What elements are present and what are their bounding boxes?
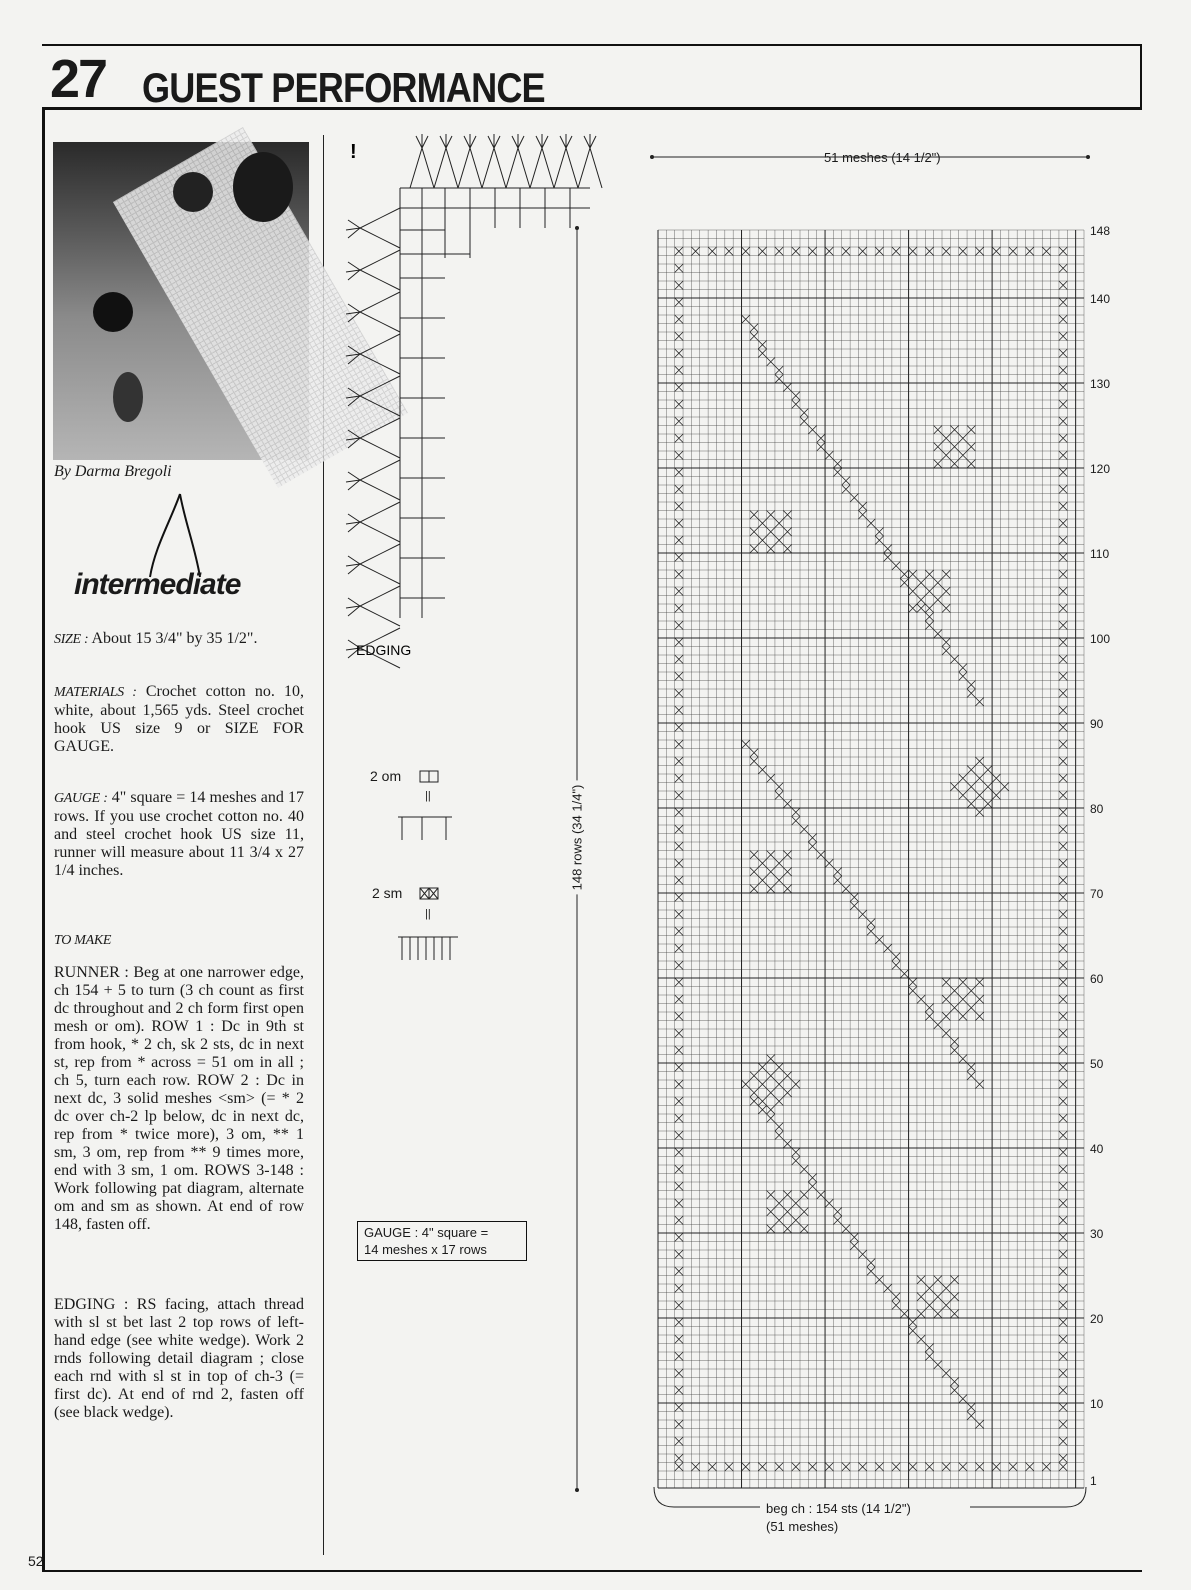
edging-loop: [482, 134, 506, 188]
row-number: 40: [1090, 1142, 1104, 1156]
edging-loop: [346, 208, 400, 248]
row-number: 30: [1090, 1227, 1104, 1241]
pattern-number: 27: [50, 49, 107, 109]
edging-loop: [346, 292, 400, 332]
gauge-section: GAUGE : 4" square = 14 meshes and 17 rows. If you use crochet cotton no. 40 and steel crochet hook US size 11, runner will measure about 11 3/4 x 27 1/4 inches.: [54, 789, 305, 879]
width-dimension-line: [648, 152, 1098, 162]
edging-loop: [346, 334, 400, 374]
row-number: 50: [1090, 1057, 1104, 1071]
page-number: 52: [28, 1553, 44, 1569]
edging-loop: [554, 134, 578, 188]
edging-loop: [346, 460, 400, 500]
row-number: 100: [1090, 632, 1111, 646]
size-section: SIZE : About 15 3/4" by 35 1/2".: [54, 630, 258, 647]
om-stitch-symbol: [398, 812, 458, 842]
sm-stitch-symbol: [398, 932, 462, 962]
width-label: 51 meshes (14 1/2"): [820, 150, 945, 165]
row-number: 148: [1090, 224, 1111, 238]
row-number: 1: [1090, 1473, 1097, 1488]
runner-instructions: RUNNER : Beg at one narrower edge, ch 154 + 5 to turn (3 ch count as first dc throughout and 2 ch form first open mesh or om). ROW 1 : Dc in 9th st from hook, * 2 ch, sk 2 sts, dc in next st, rep from * across = 51 om in all ; ch 5, turn each row. ROW 2 : Dc in next dc, 3 solid meshes <sm> (= * 2 dc over ch-2 lp below, dc in next dc, rep from * twice more), 3 om, ** 1 sm, 3 om, rep from ** 9 times more, end with 3 sm, 1 om. ROWS 3-148 : Work following pat diagram, alternate om and sm as shown. At end of row 148, fasten off.: [54, 964, 304, 1233]
skill-level: intermediate: [74, 568, 241, 601]
decor-object: [113, 372, 143, 422]
materials-section: MATERIALS : Crochet cotton no. 10, white, about 1,565 yds. Steel crochet hook US size 9 or SIZE FOR GAUGE.: [54, 683, 305, 755]
decor-object: [93, 292, 133, 332]
bottom-rule: [42, 1570, 1142, 1572]
to-make-heading: TO MAKE: [54, 933, 112, 948]
edging-loop: [346, 418, 400, 458]
decor-object: [173, 172, 213, 212]
sm-symbol: [419, 887, 441, 901]
row-number: 130: [1090, 377, 1111, 391]
row-number: 110: [1090, 547, 1110, 561]
edging-label: EDGING: [356, 642, 412, 658]
edging-diagram: [330, 118, 580, 658]
byline: By Darma Bregoli: [54, 463, 172, 480]
row-number: 20: [1090, 1312, 1104, 1326]
runner-photo: [53, 142, 309, 460]
edging-loop: [346, 250, 400, 290]
edging-loop: [458, 134, 482, 188]
row-number: 60: [1090, 972, 1104, 986]
edging-loop: [346, 502, 400, 542]
edging-loop: [506, 134, 530, 188]
left-rule: [42, 110, 45, 1572]
edging-loop: [346, 376, 400, 416]
row-number: 120: [1090, 462, 1111, 476]
edging-loop: [530, 134, 554, 188]
edging-loop: [346, 586, 400, 626]
edging-loop: [578, 134, 602, 188]
sm-label: 2 sm: [372, 885, 403, 901]
edging-loop: [346, 544, 400, 584]
row-number: 10: [1090, 1397, 1104, 1411]
row-number: 140: [1090, 292, 1111, 306]
decor-object: [233, 152, 293, 222]
edging-loop: [434, 134, 458, 188]
row-number: 70: [1090, 887, 1104, 901]
row-number: 90: [1090, 717, 1104, 731]
svg-text:!: !: [350, 141, 357, 163]
edging-instructions: EDGING : RS facing, attach thread with sl st bet last 2 top rows of left-hand edge (see white wedge). Work 2 rnds following detail diagram ; close each rnd with sl st in top of ch-3 (= first dc). At end of rnd 2, fasten off (see black wedge).: [54, 1296, 304, 1421]
filet-chart: [656, 228, 1096, 1490]
beg-ch-bracket: [650, 1485, 1100, 1525]
chart-grid: [658, 230, 1084, 1488]
om-label: 2 om: [370, 768, 402, 784]
title-bar: [42, 44, 1142, 110]
gauge-box: GAUGE : 4" square = 14 meshes x 17 rows: [357, 1221, 527, 1261]
beg-ch-label: beg ch : 154 sts (14 1/2") (51 meshes): [766, 1501, 911, 1534]
page-title: GUEST PERFORMANCE: [142, 64, 545, 111]
om-symbol: [419, 770, 441, 784]
row-number: 80: [1090, 802, 1104, 816]
height-label: 148 rows (34 1/4"): [569, 781, 584, 895]
edging-loop: [410, 134, 434, 188]
